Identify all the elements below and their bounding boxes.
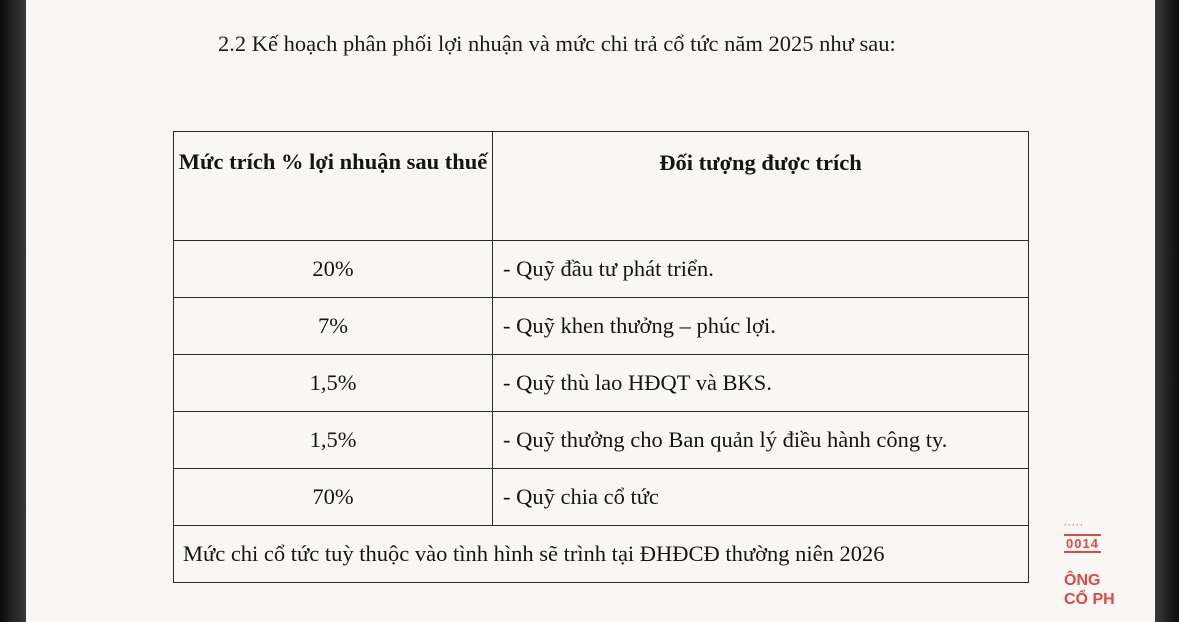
row-target: - Quỹ đầu tư phát triển.	[493, 241, 1029, 298]
table-row	[174, 412, 1029, 469]
table-footer-row	[174, 526, 1029, 583]
row-percent: 1,5%	[174, 412, 493, 469]
table-row	[174, 355, 1029, 412]
row-target: - Quỹ khen thưởng – phúc lợi.	[493, 298, 1029, 355]
company-seal	[1064, 520, 1134, 622]
table-header-row	[174, 132, 1029, 241]
row-target: - Quỹ chia cổ tức	[493, 469, 1029, 526]
table-row	[174, 241, 1029, 298]
profit-distribution-table	[173, 131, 1029, 583]
document-page	[26, 0, 1155, 622]
seal-line-1: ÔNG	[1064, 572, 1101, 589]
table-row	[174, 469, 1029, 526]
footer-note: Mức chi cổ tức tuỳ thuộc vào tình hình sẽ trình tại ĐHĐCĐ thường niên 2026	[174, 526, 1029, 583]
table-row	[174, 298, 1029, 355]
right-edge-shadow	[1155, 0, 1179, 622]
header-percent: Mức trích % lợi nhuận sau thuế	[174, 132, 493, 241]
row-target: - Quỹ thưởng cho Ban quản lý điều hành công ty.	[493, 412, 1029, 469]
left-edge-shadow	[0, 0, 26, 622]
row-target: - Quỹ thù lao HĐQT và BKS.	[493, 355, 1029, 412]
section-heading: 2.2 Kế hoạch phân phối lợi nhuận và mức chi trả cổ tức năm 2025 như sau:	[218, 31, 896, 56]
row-percent: 1,5%	[174, 355, 493, 412]
row-percent: 20%	[174, 241, 493, 298]
seal-dots: ·····	[1064, 520, 1084, 530]
header-target: Đối tượng được trích	[493, 132, 1029, 241]
seal-code: 0014	[1066, 536, 1099, 551]
row-percent: 70%	[174, 469, 493, 526]
seal-line-2: CỔ PH	[1064, 591, 1115, 608]
row-percent: 7%	[174, 298, 493, 355]
